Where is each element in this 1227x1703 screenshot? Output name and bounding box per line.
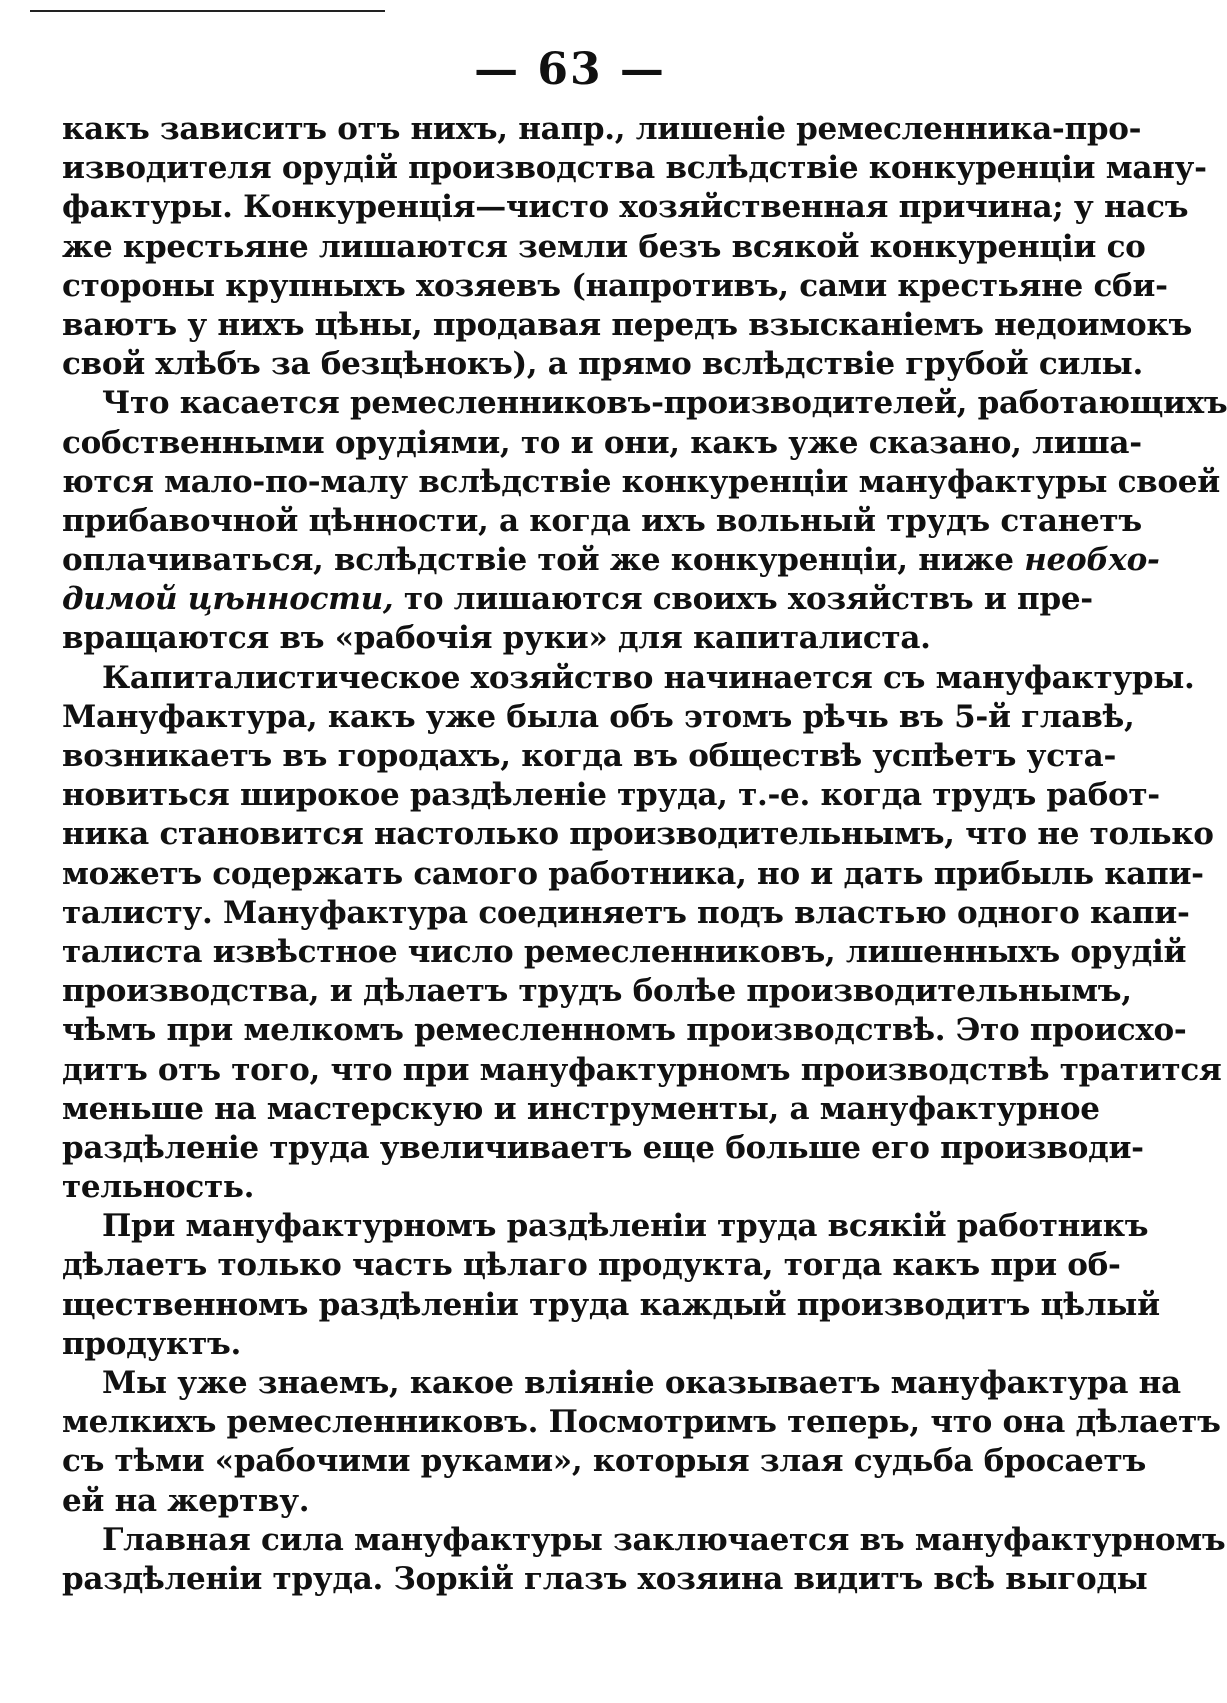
text-line: Что касается ремесленниковъ-производителей, работающихъ: [102, 385, 1227, 422]
text-line: новиться широкое раздѣленіе труда, т.-е. когда трудъ работ-: [62, 777, 1160, 814]
text-line: ваютъ у нихъ цѣны, продавая передъ взысканіемъ недоимокъ: [62, 306, 1192, 343]
text-line: ника становится настолько производительнымъ, что не только: [62, 816, 1214, 853]
text-line: дѣлаетъ только часть цѣлаго продукта, тогда какъ при об-: [62, 1247, 1121, 1284]
text-line: можетъ содержать самого работника, но и дать прибыль капи-: [62, 855, 1204, 892]
text-line: тельность.: [62, 1169, 255, 1206]
text-fragment: то лишаются своихъ хозяйствъ и пре-: [403, 581, 1093, 618]
text-line: съ тѣми «рабочими руками», которыя злая судьба бросаетъ: [62, 1443, 1146, 1480]
text-line: чѣмъ при мелкомъ ремесленномъ производствѣ. Это происхо-: [62, 1012, 1187, 1049]
text-line: возникаетъ въ городахъ, когда въ обществѣ успѣетъ уста-: [62, 738, 1117, 774]
text-line: Мы уже знаемъ, какое вліяніе оказываетъ мануфактура на: [102, 1365, 1181, 1401]
text-line: какъ зависитъ отъ нихъ, напр., лишеніе ремесленника-про-: [62, 111, 1142, 147]
text-line: продуктъ.: [62, 1325, 242, 1362]
text-line: Капиталистическое хозяйство начинается съ мануфактуры.: [102, 659, 1195, 696]
text-line: меньше на мастерскую и инструменты, а мануфактурное: [62, 1090, 1100, 1127]
text-line: производства, и дѣлаетъ трудъ болѣе производительнымъ,: [62, 973, 1132, 1010]
text-line: же крестьяне лишаются земли безъ всякой конкуренціи со: [62, 228, 1146, 265]
text-line: фактуры. Конкуренція—чисто хозяйственная причина; у насъ: [62, 189, 1189, 226]
text-line: прибавочной цѣнности, а когда ихъ вольный трудъ станетъ: [62, 502, 1142, 539]
text-line: стороны крупныхъ хозяевъ (напротивъ, сами крестьяне сби-: [62, 267, 1168, 304]
text-line: [62, 541, 1160, 580]
italic-fragment: димой цѣнности,: [62, 581, 394, 618]
text-line: изводителя орудій производства вслѣдствіе конкуренціи ману-: [62, 150, 1207, 187]
text-line: свой хлѣбъ за безцѣнокъ), а прямо вслѣдствіе грубой силы.: [62, 346, 1143, 383]
text-line: дитъ отъ того, что при мануфактурномъ производствѣ тратится: [62, 1051, 1222, 1088]
text-line: вращаются въ «рабочія руки» для капиталиста.: [62, 620, 931, 657]
page-number: — 63 —: [474, 44, 666, 95]
top-rule: [30, 10, 385, 12]
text-line: щественномъ раздѣленіи труда каждый производитъ цѣлый: [62, 1286, 1160, 1323]
text-line: При мануфактурномъ раздѣленіи труда всякій работникъ: [102, 1208, 1149, 1245]
text-line: собственными орудіями, то и они, какъ уже сказано, лиша-: [62, 424, 1142, 461]
text-line: раздѣленіе труда увеличиваетъ еще больше его производи-: [62, 1129, 1144, 1166]
text-line: раздѣленіи труда. Зоркій глазъ хозяина видитъ всѣ выгоды: [62, 1560, 1148, 1597]
text-line: ей на жертву.: [62, 1482, 310, 1519]
paragraph: [62, 110, 1207, 384]
text-line: ются мало-по-малу вслѣдствіе конкуренціи мануфактуры своей: [62, 463, 1220, 500]
text-line: Главная сила мануфактуры заключается въ мануфактурномъ: [102, 1521, 1226, 1558]
text-line: Мануфактура, какъ уже была объ этомъ рѣчь въ 5-й главѣ,: [62, 698, 1135, 735]
text-line: [62, 580, 1093, 619]
text-line: талисту. Мануфактура соединяетъ подъ властью одного капи-: [62, 894, 1190, 931]
text-line: талиста извѣстное число ремесленниковъ, лишенныхъ орудій: [62, 933, 1187, 970]
text-fragment: оплачиваться, вслѣдствіе той же конкуренціи, ниже: [62, 542, 1014, 579]
body-text: [62, 110, 1227, 1599]
italic-fragment: необхо-: [1024, 542, 1160, 579]
paragraph: [62, 1521, 1226, 1599]
paragraph: [62, 1364, 1221, 1521]
paragraph: [62, 384, 1227, 658]
paragraph: [62, 659, 1222, 1208]
text-line: мелкихъ ремесленниковъ. Посмотримъ теперь, что она дѣлаетъ: [62, 1404, 1221, 1441]
paragraph: [62, 1207, 1160, 1364]
